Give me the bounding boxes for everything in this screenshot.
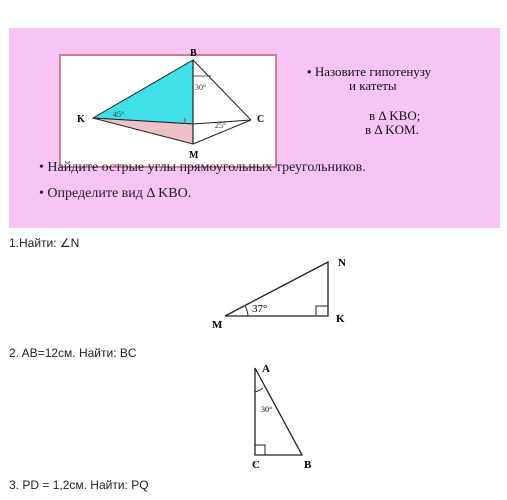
triangle-figure-svg [61,48,275,166]
task1-text: 1.Найти: ∠N [9,236,80,250]
triangle-figure [59,48,277,168]
triangle-kbo [93,60,193,124]
task2-text: 2. AB=12см. Найти: BC [9,346,137,360]
label-c: C [257,114,265,125]
task2-figure [240,360,330,476]
angle-c-label: 25° [215,121,227,130]
task2-angle: 30° [261,405,273,414]
task2-label-b: B [304,459,312,471]
question-kbo: в Δ KBO; [369,108,421,123]
task1-label-m: M [212,319,223,331]
task3-text: 3. PD = 1,2см. Найти: PQ [9,478,149,492]
label-m: M [189,150,199,161]
task2-label-c: C [252,459,260,471]
bullet-kbo-type: • Определите вид Δ KBO. [39,186,192,201]
task1-label-n: N [338,257,346,269]
task2-label-a: A [262,363,270,375]
task1-angle: 37° [252,303,268,315]
question-legs: и катеты [349,78,397,93]
label-k: K [77,114,85,125]
bullet-acute-angles: • Найдите острые углы прямоугольных треугольников. [39,160,366,175]
task1-figure [200,252,360,330]
task1-label-k: K [336,313,345,325]
label-b: B [190,48,197,59]
question-hypotenuse: • Назовите гипотенузу [307,64,432,79]
angle-b-label: 30° [195,83,207,92]
question-kom: в Δ KOM. [365,122,419,137]
angle-k-label: 45° [113,110,125,119]
slide-panel [9,28,500,228]
